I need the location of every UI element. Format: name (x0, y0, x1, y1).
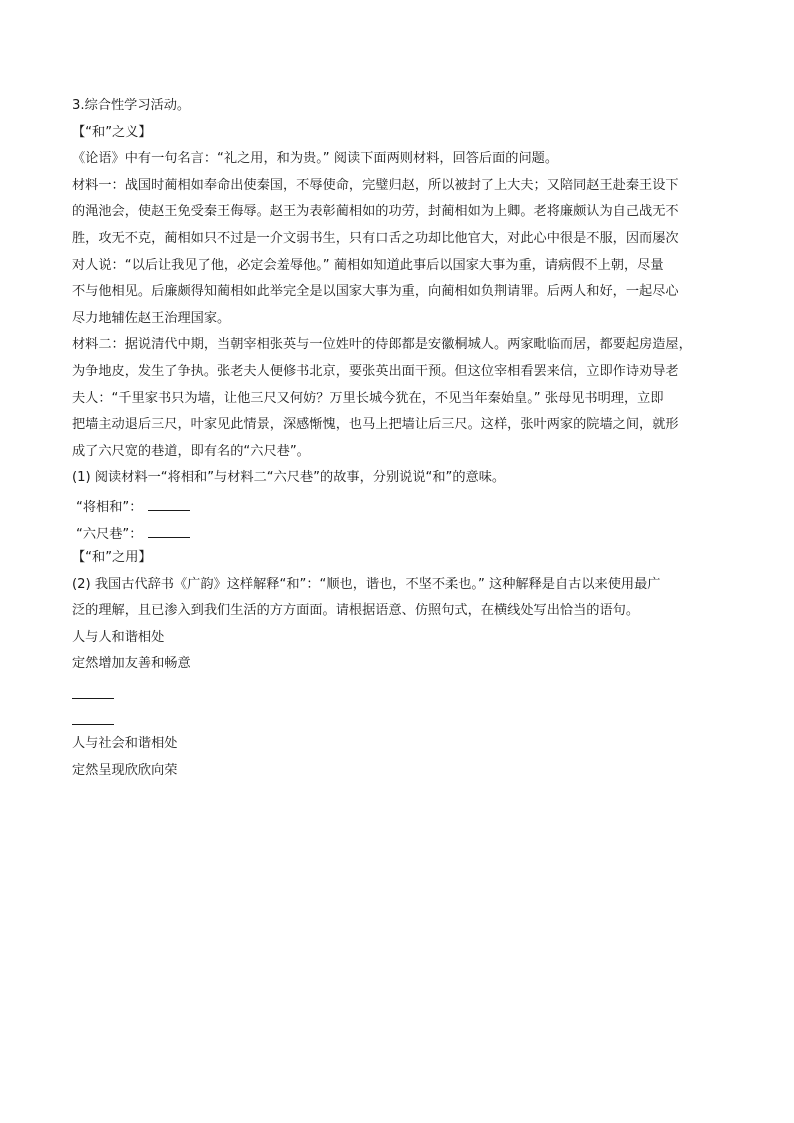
poem-line: 人与社会和谐相处 (72, 736, 178, 752)
poem-line: 定然呈现欣欣向荣 (72, 762, 178, 778)
question-two-line: (2) 我国古代辞书《广韵》这样解释“和”：“顺也，谐也，不坚不柔也。” 这种解释是自古以来使用最广 (72, 576, 661, 592)
poem-line: 人与人和谐相处 (72, 629, 165, 645)
material-two-line: 材料二：据说清代中期，当朝宰相张英与一位姓叶的侍郎都是安徽桐城人。两家毗临而居，都要起房造屋， (72, 337, 692, 353)
material-one-line: 尽力地辅佐赵王治理国家。 (72, 310, 231, 326)
question-one: (1) 阅读材料一“将相和”与材料二“六尺巷”的故事，分别说说“和”的意味。 (72, 470, 506, 486)
answer-blank-jiangxianghe[interactable] (148, 492, 190, 511)
answer-label-jiangxianghe: “将相和”： (76, 499, 143, 515)
material-one (72, 173, 734, 333)
material-one-line: 的渑池会，使赵王免受秦王侮辱。赵王为表彰蔺相如的功劳，封蔺相如为上卿。老将廉颇认为自己战无不 (72, 204, 679, 220)
material-one-line: 胜，攻无不克，蔺相如只不过是一介文弱书生，只有口舌之功却比他官大，对此心中很是不服，因而屡次 (72, 230, 679, 246)
material-one-line: 不与他相见。后廉颇得知蔺相如此举完全是以国家大事为重，向蔺相如负荆请罪。后两人和好，一起尽心 (72, 284, 679, 300)
question-heading: 3.综合性学习活动。 (72, 98, 191, 113)
material-two-line: 成了六尺宽的巷道，即有名的“六尺巷”。 (72, 443, 310, 459)
question-content (72, 93, 734, 784)
material-two-line: 夫人：“千里家书只为墙，让他三尺又何妨？万里长城今犹在，不见当年秦始皇。” 张母见书明理，立即 (72, 390, 664, 406)
material-two (72, 332, 734, 465)
intro-paragraph: 《论语》中有一句名言：“礼之用，和为贵。” 阅读下面两则材料，回答后面的问题。 (72, 151, 559, 167)
poem-blank-line[interactable] (72, 706, 114, 725)
answer-row-jiangxianghe (72, 492, 734, 519)
answer-blank-liuchixiang[interactable] (148, 519, 190, 538)
section-title-use: 【“和”之用】 (72, 550, 152, 566)
question-two-line: 泛的理解，且已渗入到我们生活的方方面面。请根据语意、仿照句式，在横线处写出恰当的语句。 (72, 603, 640, 619)
material-two-line: 为争地皮，发生了争执。张老夫人便修书北京，要张英出面干预。但这位宰相看罢来信，立即作诗劝导老 (72, 363, 679, 379)
poem-blank-line[interactable] (72, 680, 114, 699)
material-two-line: 把墙主动退后三尺，叶家见此情景，深感惭愧，也马上把墙让后三尺。这样，张叶两家的院墙之间，就形 (72, 417, 679, 433)
material-one-line: 对人说：“以后让我见了他，必定会羞辱他。” 蔺相如知道此事后以国家大事为重，请病假不上朝，尽量 (72, 257, 664, 273)
answer-label-liuchixiang: “六尺巷”： (76, 526, 143, 542)
poem-line: 定然增加友善和畅意 (72, 656, 191, 672)
section-title-meaning: 【“和”之义】 (72, 124, 152, 140)
answer-row-liuchixiang (72, 519, 734, 546)
material-one-line: 材料一：战国时蔺相如奉命出使秦国，不辱使命，完璧归赵，所以被封了上大夫；又陪同赵王赴秦王设下 (72, 177, 679, 193)
